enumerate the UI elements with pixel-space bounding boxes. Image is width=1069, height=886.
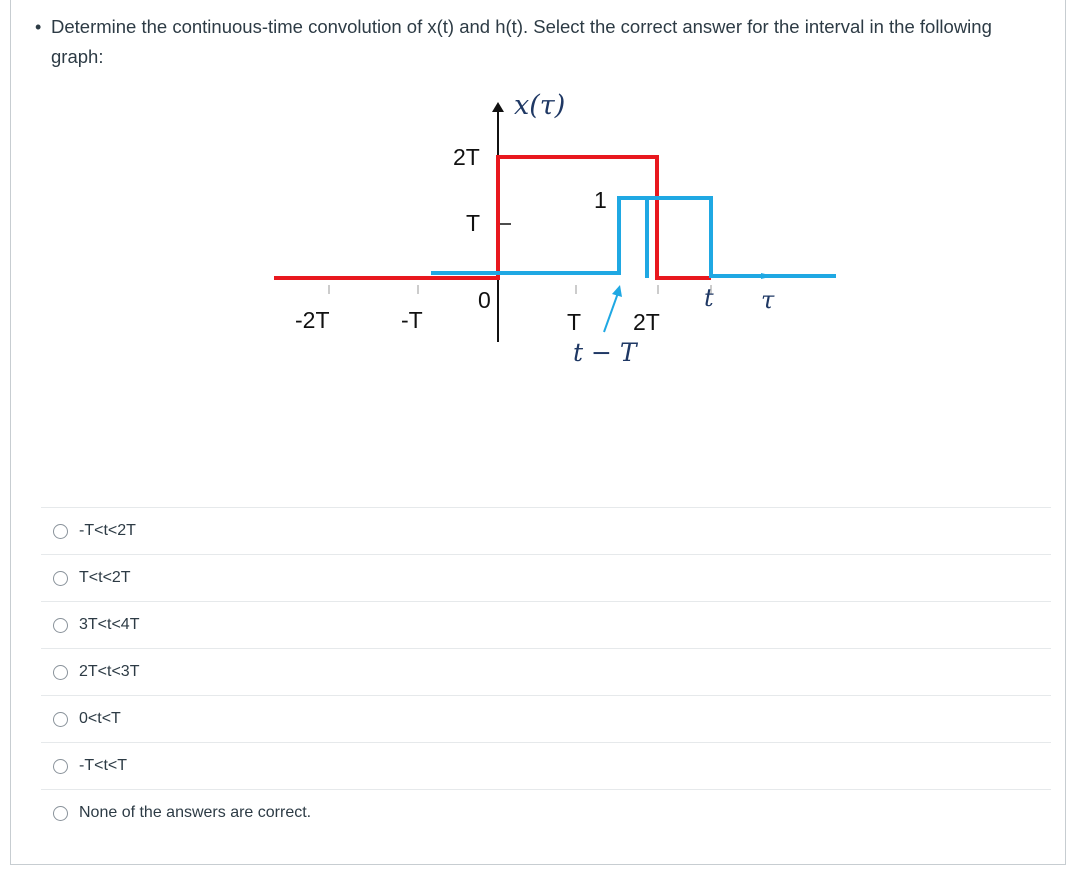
y-axis-arrow-icon [492,102,504,112]
shift-label: t − T [573,338,637,367]
answer-label: None of the answers are correct. [79,804,312,821]
question-prompt [35,12,1041,72]
t-label: t [704,284,714,312]
radio-button[interactable] [53,665,68,680]
convolution-graph [256,80,856,380]
question-text: Determine the continuous-time convolution of x(t) and h(t). Select the correct answer for the interval in the following graph: [51,16,992,67]
bullet-icon: • [35,17,42,37]
answer-option[interactable] [41,554,1051,601]
answer-option[interactable] [41,695,1051,742]
x-tick-T: T [567,309,582,335]
answer-label: 3T<t<4T [79,616,140,633]
x-tick-2T: 2T [633,309,660,335]
answer-label: -T<t<T [79,757,128,774]
radio-button[interactable] [53,759,68,774]
answer-option[interactable] [41,742,1051,789]
x-tick-0: 0 [478,287,491,313]
y-axis-label: x(τ) [514,90,566,121]
answer-label: T<t<2T [79,569,131,586]
shift-pointer-arrow-icon [612,285,622,297]
answer-option[interactable] [41,789,1051,836]
h-signal-blue [431,198,836,276]
tau-label: τ [761,286,775,314]
question-panel [10,0,1066,865]
y-tick-2T: 2T [453,144,480,170]
y-tick-T: T [466,210,481,236]
x-tick--2T: -2T [295,307,330,333]
answer-list [41,507,1051,836]
tau-axis-arrow-icon [761,273,774,279]
radio-button[interactable] [53,806,68,821]
radio-button[interactable] [53,712,68,727]
radio-button[interactable] [53,524,68,539]
answer-label: 0<t<T [79,710,121,727]
answer-label: 2T<t<3T [79,663,140,680]
blue-height-label: 1 [594,187,607,213]
answer-option[interactable] [41,601,1051,648]
radio-button[interactable] [53,618,68,633]
radio-button[interactable] [53,571,68,586]
x-tick--T: -T [401,307,423,333]
answer-label: -T<t<2T [79,522,136,539]
convolution-figure [256,80,856,380]
answer-option[interactable] [41,507,1051,554]
answer-option[interactable] [41,648,1051,695]
shift-pointer-line [604,293,618,332]
